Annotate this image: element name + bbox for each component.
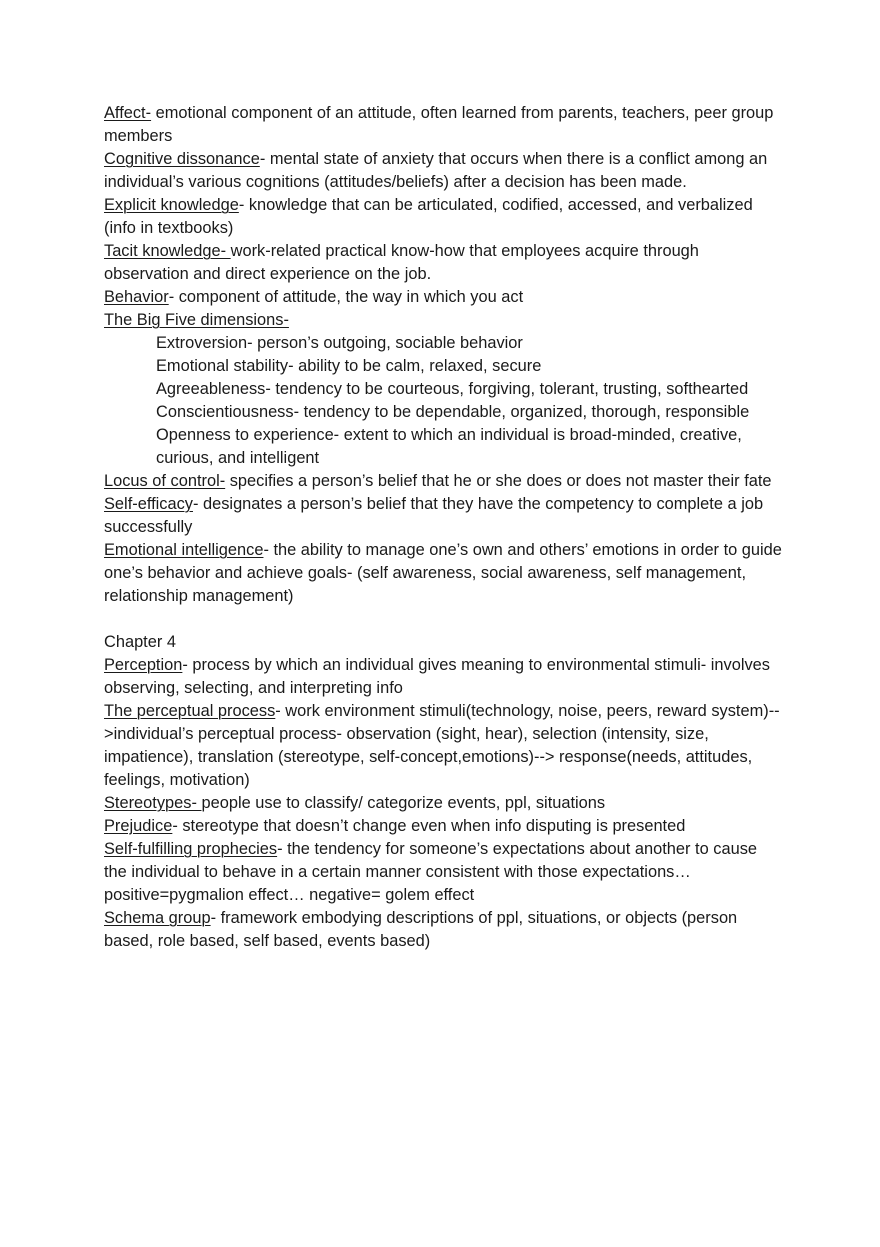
entry-self-efficacy	[104, 493, 784, 539]
term-perceptual-process: The perceptual process	[104, 702, 276, 720]
term-behavior: Behavior	[104, 288, 169, 306]
term-emotional-intelligence: Emotional intelligence	[104, 541, 264, 559]
chapter-heading: Chapter 4	[104, 633, 176, 651]
entry-affect	[104, 102, 784, 148]
term-prejudice: Prejudice	[104, 817, 173, 835]
entry-tacit-knowledge	[104, 240, 784, 286]
definition-emotional-intelligence: - the ability to manage one’s own and others’ emotions in order to guide one’s behavior and achieve goals- (self awareness, social awareness, self management, relationship management)	[104, 541, 782, 605]
definition-self-efficacy: - designates a person’s belief that they have the competency to complete a job successfully	[104, 495, 764, 536]
term-explicit-knowledge: Explicit knowledge	[104, 196, 239, 214]
term-self-fulfilling-prophecies: Self-fulfilling prophecies	[104, 840, 278, 858]
entry-cognitive-dissonance	[104, 148, 784, 194]
definition-explicit-knowledge: - knowledge that can be articulated, codified, accessed, and verbalized (info in textbooks)	[104, 196, 753, 237]
big-five-extroversion: Extroversion- person’s outgoing, sociable behavior	[156, 334, 523, 352]
definition-perceptual-process: - work environment stimuli(technology, noise, peers, reward system)-->individual’s perceptual process- observation (sight, hear), selection (intensity, size, impatience), translation (stereotype, self-concept,emotions)--> response(needs, attitudes, feelings, motivation)	[104, 702, 780, 789]
definition-self-fulfilling-prophecies: - the tendency for someone’s expectations about another to cause the individual to behave in a certain manner consistent with those expectations… positive=pygmalion effect… negative= golem effect	[104, 840, 757, 904]
entry-locus-of-control	[104, 470, 784, 493]
big-five-heading	[104, 309, 784, 332]
definition-perception: - process by which an individual gives meaning to environmental stimuli- involves observing, selecting, and interpreting info	[104, 656, 770, 697]
term-stereotypes: Stereotypes-	[104, 794, 202, 812]
term-tacit-knowledge: Tacit knowledge-	[104, 242, 231, 260]
definition-affect: emotional component of an attitude, often learned from parents, teachers, peer group members	[104, 104, 774, 145]
term-affect: Affect-	[104, 104, 152, 122]
entry-perceptual-process	[104, 700, 784, 792]
definition-prejudice: - stereotype that doesn’t change even when info disputing is presented	[172, 817, 686, 835]
entry-prejudice	[104, 815, 784, 838]
big-five-agreeableness: Agreeableness- tendency to be courteous, forgiving, tolerant, trusting, softhearted	[156, 380, 749, 398]
big-five-conscientiousness: Conscientiousness- tendency to be dependable, organized, thorough, responsible	[156, 403, 750, 421]
entry-emotional-intelligence	[104, 539, 784, 608]
document-page	[104, 102, 784, 953]
term-schema-group: Schema group	[104, 909, 211, 927]
definition-tacit-knowledge: work-related practical know-how that employees acquire through observation and direct experience on the job.	[104, 242, 699, 283]
entry-explicit-knowledge	[104, 194, 784, 240]
blank-line	[104, 608, 784, 631]
entry-perception	[104, 654, 784, 700]
definition-stereotypes: people use to classify/ categorize events, ppl, situations	[201, 794, 606, 812]
big-five-openness: Openness to experience- extent to which an individual is broad-minded, creative, curious, and intelligent	[156, 426, 742, 467]
term-perception: Perception	[104, 656, 183, 674]
entry-self-fulfilling-prophecies	[104, 838, 784, 907]
entry-schema-group	[104, 907, 784, 953]
entry-stereotypes	[104, 792, 784, 815]
term-cognitive-dissonance: Cognitive dissonance	[104, 150, 260, 168]
definition-locus-of-control: specifies a person’s belief that he or she does or does not master their fate	[225, 472, 772, 490]
entry-behavior	[104, 286, 784, 309]
big-five-emotional-stability: Emotional stability- ability to be calm, relaxed, secure	[156, 357, 542, 375]
definition-behavior: - component of attitude, the way in which you act	[168, 288, 524, 306]
definition-schema-group: - framework embodying descriptions of ppl, situations, or objects (person based, role based, self based, events based)	[104, 909, 738, 950]
definition-cognitive-dissonance: - mental state of anxiety that occurs when there is a conflict among an individual’s various cognitions (attitudes/beliefs) after a decision has been made.	[104, 150, 768, 191]
term-self-efficacy: Self-efficacy	[104, 495, 193, 513]
term-big-five: The Big Five dimensions-	[104, 311, 289, 329]
term-locus-of-control: Locus of control-	[104, 472, 226, 490]
